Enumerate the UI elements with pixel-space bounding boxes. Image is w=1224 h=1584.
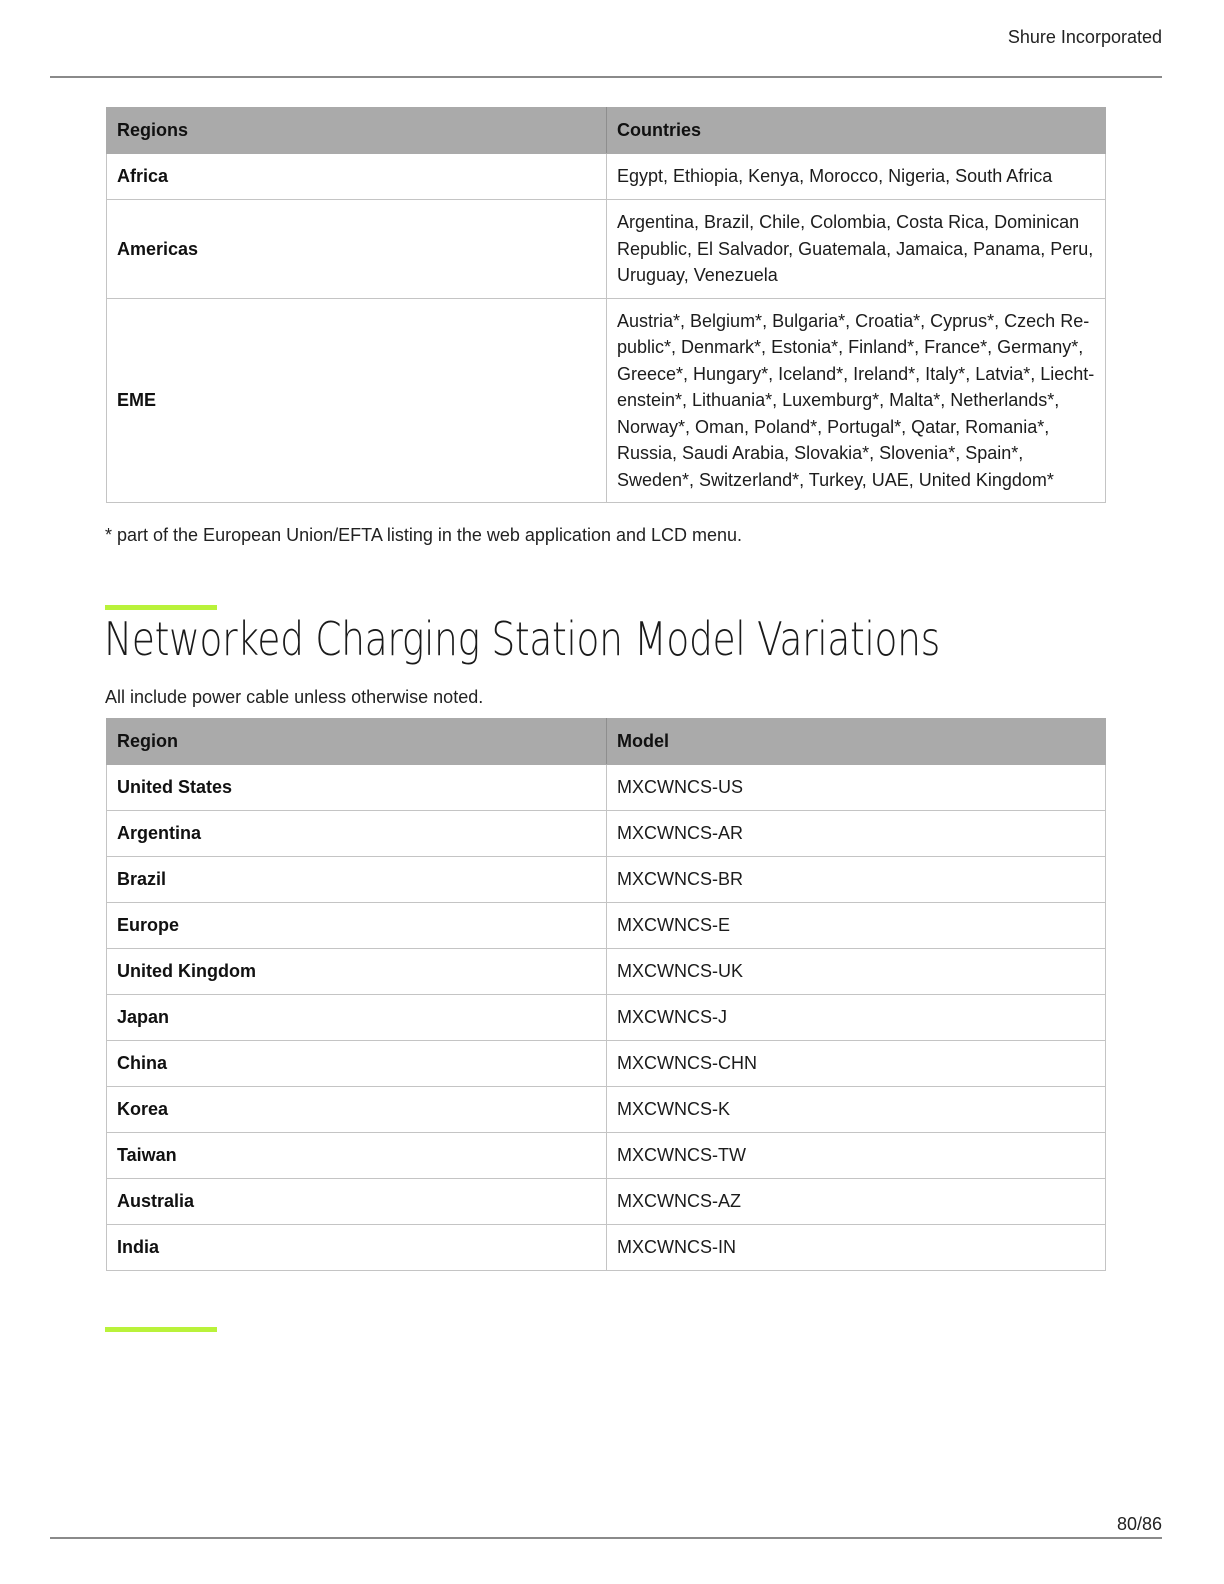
table-row [107,1133,1106,1179]
table-header-row [107,108,1106,154]
model-cell: MXCWNCS-AR [607,811,1106,857]
footnote: * part of the European Union/EFTA listing in the web application and LCD menu. [105,525,743,545]
table-row [107,1041,1106,1087]
region-cell: Korea [107,1087,607,1133]
section-accent-bar [105,605,217,610]
table-row [107,298,1106,503]
column-header-countries: Countries [607,108,1106,154]
region-cell: United Kingdom [107,949,607,995]
models-table [106,718,1106,1271]
table-row [107,903,1106,949]
region-cell: Australia [107,1179,607,1225]
model-cell: MXCWNCS-US [607,765,1106,811]
model-cell: MXCWNCS-IN [607,1225,1106,1271]
table-header-row [107,719,1106,765]
table-row [107,1179,1106,1225]
countries-cell: Austria*, Belgium*, Bulgaria*, Croatia*, Cyprus*, Czech Republic*, Denmark*, Estonia*, Finland*, France*, Germany*, Greece*, Hungary*, Iceland*, Ireland*, Italy*, Latvia*, Liechtenstein*, Lithuania*, Luxemburg*, Malta*, Netherlands*, Norway*, Oman, Poland*, Portugal*, Qatar, Romania*, Russia, Saudi Arabia, Slovakia*, Slovenia*, Spain*, Sweden*, Switzerland*, Turkey, UAE, United Kingdom* [607,298,1106,503]
table-row [107,765,1106,811]
countries-cell: Egypt, Ethiopia, Kenya, Morocco, Nigeria, South Africa [607,154,1106,200]
table-row [107,1087,1106,1133]
model-cell: MXCWNCS-AZ [607,1179,1106,1225]
header-company: Shure Incorporated [1007,27,1162,47]
region-cell: Argentina [107,811,607,857]
region-cell: Japan [107,995,607,1041]
table-row [107,857,1106,903]
region-cell: United States [107,765,607,811]
model-cell: MXCWNCS-UK [607,949,1106,995]
region-cell: Americas [107,200,607,299]
model-cell: MXCWNCS-E [607,903,1106,949]
column-header-model: Model [607,719,1106,765]
section-title: Networked Charging Station Model Variations [104,612,940,666]
column-header-region: Region [107,719,607,765]
table-row [107,200,1106,299]
table-row [107,154,1106,200]
model-cell: MXCWNCS-TW [607,1133,1106,1179]
column-header-regions: Regions [107,108,607,154]
model-cell: MXCWNCS-CHN [607,1041,1106,1087]
table-row [107,949,1106,995]
region-cell: EME [107,298,607,503]
page-number: 80/86 [1116,1514,1162,1534]
header-rule [50,76,1162,78]
region-cell: India [107,1225,607,1271]
section-intro: All include power cable unless otherwise noted. [105,687,484,707]
footer-rule [50,1537,1162,1539]
region-cell: Africa [107,154,607,200]
model-cell: MXCWNCS-BR [607,857,1106,903]
table-row [107,995,1106,1041]
region-cell: Europe [107,903,607,949]
table-row [107,811,1106,857]
model-cell: MXCWNCS-K [607,1087,1106,1133]
regions-table [106,107,1106,503]
countries-cell: Argentina, Brazil, Chile, Colombia, Costa Rica, Dominican Republic, El Salvador, Guatemala, Jamaica, Panama, Peru, Uruguay, Venezuela [607,200,1106,299]
table-row [107,1225,1106,1271]
region-cell: China [107,1041,607,1087]
section-accent-bar [105,1327,217,1332]
model-cell: MXCWNCS-J [607,995,1106,1041]
region-cell: Taiwan [107,1133,607,1179]
region-cell: Brazil [107,857,607,903]
